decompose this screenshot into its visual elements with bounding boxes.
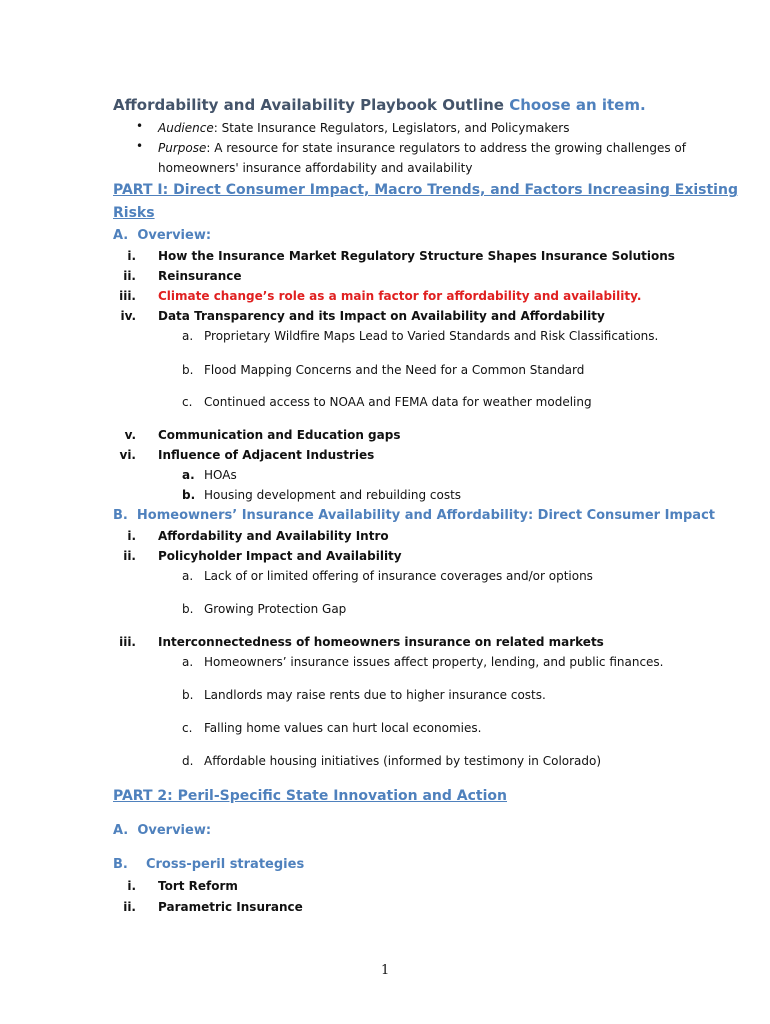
- item-number: ii.: [123, 900, 136, 914]
- purpose-line-cont: homeowners' insurance affordability and availability: [158, 161, 473, 175]
- sub-item-letter: a.: [182, 468, 195, 482]
- page-number: 1: [381, 963, 390, 978]
- part1-section-b-heading: [113, 508, 715, 523]
- title-main: Affordability and Availability Playbook Outline: [113, 96, 504, 114]
- section-letter: A.: [113, 228, 129, 243]
- part2-section-a-heading: [113, 823, 211, 838]
- list-item: Data Transparency and its Impact on Availability and Affordability: [158, 309, 605, 323]
- sub-item-letter: b.: [182, 688, 194, 702]
- sub-item-letter: a.: [182, 329, 194, 343]
- part1-title-line2: Risks: [113, 205, 155, 221]
- sub-item: Landlords may raise rents due to higher insurance costs.: [204, 688, 546, 702]
- list-item: Reinsurance: [158, 269, 242, 283]
- bullet-icon: •: [136, 119, 144, 133]
- sub-item: Falling home values can hurt local economies.: [204, 721, 482, 735]
- list-item: Policyholder Impact and Availability: [158, 549, 402, 563]
- item-number: iii.: [119, 635, 136, 649]
- list-item: Parametric Insurance: [158, 900, 303, 914]
- item-number: i.: [127, 529, 136, 543]
- sub-item: Proprietary Wildfire Maps Lead to Varied Standards and Risk Classifications.: [204, 329, 659, 343]
- item-number: iv.: [120, 309, 136, 323]
- audience-text: : State Insurance Regulators, Legislators, and Policymakers: [213, 121, 570, 135]
- section-letter: A.: [113, 823, 129, 838]
- sub-item: Lack of or limited offering of insurance coverages and/or options: [204, 569, 593, 583]
- sub-item-letter: b.: [182, 488, 196, 502]
- document-title: [113, 96, 646, 114]
- part2-title: PART 2: Peril-Specific State Innovation and Action: [113, 788, 508, 804]
- sub-item: Housing development and rebuilding costs: [204, 488, 462, 502]
- item-number: iii.: [119, 289, 136, 303]
- audience-line: [158, 121, 569, 135]
- list-item: How the Insurance Market Regulatory Structure Shapes Insurance Solutions: [158, 249, 675, 263]
- list-item: Communication and Education gaps: [158, 428, 401, 442]
- purpose-label: Purpose: [158, 141, 207, 155]
- sub-item-letter: b.: [182, 602, 194, 616]
- part1-title-line1: PART I: Direct Consumer Impact, Macro Trends, and Factors Increasing Existing: [113, 182, 738, 198]
- list-item-highlighted: Climate change’s role as a main factor for affordability and availability.: [158, 289, 642, 303]
- part1-section-a-heading: [113, 228, 211, 243]
- section-letter: B.: [113, 857, 128, 872]
- audience-label: Audience: [158, 121, 214, 135]
- item-number: ii.: [123, 549, 136, 563]
- item-number: i.: [127, 249, 136, 263]
- item-number: v.: [124, 428, 136, 442]
- item-number: ii.: [123, 269, 136, 283]
- section-letter: B.: [113, 508, 128, 523]
- choose-item-dropdown[interactable]: Choose an item.: [509, 96, 646, 114]
- sub-item: HOAs: [204, 468, 237, 482]
- section-label: Homeowners’ Insurance Availability and Affordability: Direct Consumer Impact: [136, 508, 715, 523]
- sub-item-letter: a.: [182, 655, 194, 669]
- list-item: Affordability and Availability Intro: [158, 529, 389, 543]
- sub-item-letter: c.: [182, 395, 193, 409]
- sub-item-letter: d.: [182, 754, 194, 768]
- sub-item-letter: b.: [182, 363, 194, 377]
- bullet-icon: •: [136, 139, 144, 153]
- list-item: Interconnectedness of homeowners insurance on related markets: [158, 635, 604, 649]
- purpose-line: [158, 141, 686, 155]
- sub-item: Affordable housing initiatives (informed by testimony in Colorado): [204, 754, 602, 768]
- section-label: Overview:: [137, 228, 212, 243]
- list-item: Influence of Adjacent Industries: [158, 448, 375, 462]
- section-label: Cross-peril strategies: [145, 857, 305, 872]
- purpose-text: : A resource for state insurance regulators to address the growing challenges of: [206, 141, 686, 155]
- section-label: Overview:: [137, 823, 212, 838]
- sub-item: Homeowners’ insurance issues affect property, lending, and public finances.: [204, 655, 664, 669]
- list-item: Tort Reform: [158, 879, 238, 893]
- item-number: vi.: [119, 448, 136, 462]
- item-number: i.: [127, 879, 136, 893]
- sub-item-letter: c.: [182, 721, 193, 735]
- sub-item-letter: a.: [182, 569, 194, 583]
- sub-item: Continued access to NOAA and FEMA data for weather modeling: [204, 395, 592, 409]
- sub-item: Growing Protection Gap: [204, 602, 347, 616]
- part2-section-b-heading: [113, 857, 304, 872]
- sub-item: Flood Mapping Concerns and the Need for a Common Standard: [204, 363, 585, 377]
